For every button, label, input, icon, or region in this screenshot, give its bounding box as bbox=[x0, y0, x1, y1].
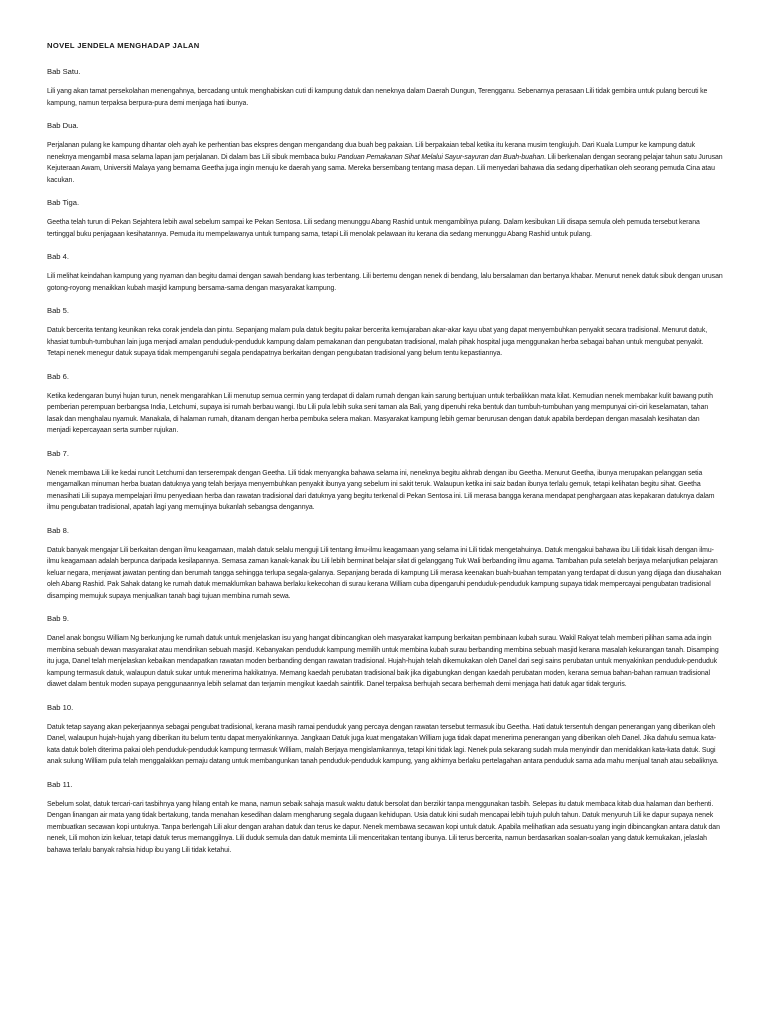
chapter-paragraph: Datuk tetap sayang akan pekerjaannya sebagai pengubat tradisional, kerana masih ramai penduduk yang percaya dengan rawatan tersebut termasuk ibu Geetha. Hati datuk tersentuh dengan penerangan yang diberikan oleh Danel, walaupun hujah-hujah yang diberikan itu belum tentu dapat menyakinkannya. Jangkaan Datuk juga kuat mengatakan William juga tidak dapat menerima penerangan yang diberikan oleh Danel. Jika dahulu semua kata-kata datuk boleh diterima pakai oleh penduduk-penduduk kampung termasuk William, malah Berjaya mengislamkannya, tetapi kini tidak lagi. Nenek pula sekarang sudah mula menyindir dan menidakkan kata-kata datuk. Sugi anak sulung William pula telah menggalakkan pemaju datang untuk membangunkan tanah penduduk-penduduk kampung, yang akhirnya berlaku pertelagahan antara penduduk sama ada mahu menjual tanah atau sebaliknya. bbox=[47, 723, 719, 765]
chapter-1 bbox=[47, 67, 723, 109]
chapter-10 bbox=[47, 703, 723, 768]
chapter-8 bbox=[47, 526, 723, 603]
chapter-6 bbox=[47, 372, 723, 437]
chapter-heading: Bab 7. bbox=[47, 448, 69, 458]
paragraph-text-after: . Lili berkenalan dengan seorang pelajar tahun satu Jurusan Kejuteraan Awam, Universiti Malaya yang bernama Geetha juga ingin menuju ke daerah yang sama. Mereka bersembang tentang masa depan. Lili menyedari bahawa dia sedang diperhatikan oleh seorang pemuda Cina atau kacukan. bbox=[47, 153, 723, 184]
chapter-7 bbox=[47, 449, 723, 514]
chapter-heading: Bab Satu. bbox=[47, 67, 81, 76]
chapter-heading: Bab 6. bbox=[47, 371, 69, 381]
chapter-5 bbox=[47, 306, 723, 360]
chapter-heading: Bab Tiga. bbox=[47, 198, 80, 207]
chapter-2 bbox=[47, 121, 723, 186]
chapter-paragraph: Ketika kedengaran bunyi hujan turun, nenek mengarahkan Lili menutup semua cermin yang terdapat di dalam rumah dengan kain sarung bertujuan untuk terbalikkan mata kilat. Kemudian nenek membakar kulit bawang putih pemberian perempuan berbangsa India, Letchumi, supaya isi rumah berbau wangi. Ibu Lili pula lebih suka seni taman ala Bali, yang dipenuhi reka bentuk dan tumbuh-tumbuhan yang mempunyai ciri-ciri keselamatan, tahan lasak dan menghalau nyamuk. Manakala, di halaman rumah, ditanam dengan herba pembuka selera makan. Masyarakat kampung lebih gemar berurusan dengan datuk apabila berdepan dengan masalah kesihatan dan menjadi kepercayaan serta sumber rujukan. bbox=[47, 392, 713, 434]
chapter-paragraph: Datuk bercerita tentang keunikan reka corak jendela dan pintu. Sepanjang malam pula datuk begitu pakar bercerita kemujaraban akar-akar kayu ubat yang dapat menyembuhkan penyakit secara tradisional. Menurut datuk, khasiat tumbuh-tumbuhan lain juga menjadi amalan penduduk-penduduk kampung dalam pemakanan dan pengubatan tradisional, malah pihak hospital juga menggunakan herba sebagai bahan untuk mengubat penyakit. Tetapi nenek menegur datuk supaya tidak mempengaruhi segala pendapatnya berkaitan dengan pengubatan tradisional yang belum tentu kepastiannya. bbox=[47, 327, 708, 357]
chapter-paragraph: Sebelum solat, datuk tercari-cari tasbihnya yang hilang entah ke mana, namun sebaik sahaja masuk waktu datuk bersolat dan berzikir tanpa menggunakan tasbih. Selepas itu datuk membaca kitab dua halaman dan berhenti. Dengan linangan air mata yang tidak bertakung, tanda menahan kesedihan dalam mengharung segala dugaan kehidupan. Usia datuk kini sudah mencapai lebih tujuh puluh tahun. Datuk menyuruh Lili ke dapur supaya nenek membuatkan secawan kopi untuknya. Tanpa berlengah Lili akur dengan arahan datuk dan terus ke dapur. Nenek membawa secawan kopi untuk datuk. Apabila melihatkan ada sesuatu yang ingin dibincangkan antara datuk dan nenek, Lili mohon izin keluar, tetapi datuk terus memanggilnya. Lili duduk semula dan datuk meminta Lili menceritakan tentang ibunya. Lili terus bercerita, namun berdasarkan soalan-soalan yang datuk kemukakan, jelaslah bahawa terlalu banyak rahsia hidup ibu yang Lili tidak ketahui. bbox=[47, 800, 720, 854]
chapter-paragraph: Lili yang akan tamat persekolahan menengahnya, bercadang untuk menghabiskan cuti di kampung datuk dan neneknya dalam Daerah Dungun, Terengganu. Sebenarnya perasaan Lili tidak gembira untuk pulang bercuti ke kampung, namun terpaksa berpura-pura demi menjaga hati ibunya. bbox=[47, 88, 708, 107]
chapter-heading: Bab 11. bbox=[47, 779, 73, 789]
chapter-paragraph: Nenek membawa Lili ke kedai runcit Letchumi dan terserempak dengan Geetha. Lili tidak menyangka bahawa selama ini, neneknya begitu akhrab dengan ibu Geetha. Menurut Geetha, ibunya merupakan pelanggan setia mengamalkan minuman herba buatan datuknya yang telah berjaya menyembuhkan penyakit ibunya yang sebelum ini sakit teruk. Walaupun ketika ini saiz badan ibunya terlalu gemuk, tetapi kelihatan begitu sihat. Geetha menasihati Lili supaya mempelajari ilmu penyediaan herba dan rawatan tradisional dari datuknya yang begitu terkenal di Pekan Sentosa ini. Lili merasa bangga kerana mendapat penghargaan atas kepakaran datuknya dalam ilmu pengubatan tradisional, apatah lagi yang memujinya bukanlah sebangsa dengannya. bbox=[47, 469, 715, 511]
book-title: Panduan Pemakanan Sihat Melalui Sayur-sayuran dan Buah-buahan bbox=[337, 153, 545, 161]
chapter-paragraph: Geetha telah turun di Pekan Sejahtera lebih awal sebelum sampai ke Pekan Sentosa. Lili sedang menunggu Abang Rashid untuk mengambilnya pulang. Dalam kesibukan Lili disapa semula oleh pemuda tersebut kerana tertinggal buku penjagaan kesihatannya. Pemuda itu mempelawanya untuk tumpang sama, tetapi Lili menolak pelawaan itu kerana dia sedang menunggu Abang Rashid untuk pulang. bbox=[47, 219, 700, 238]
chapter-paragraph bbox=[47, 140, 723, 186]
chapter-paragraph: Datuk banyak mengajar Lili berkaitan dengan ilmu keagamaan, malah datuk selalu menguji Lili tentang ilmu-ilmu keagamaan yang selama ini Lili tidak mengetahuinya. Datuk mengakui bahawa ibu Lili tidak kisah dengan ilmu-ilmu keagamaan adalah berpunca daripada kesilapannya. Semasa zaman kanak-kanak ibu Lili lebih berminat belajar silat di gelanggang Tuk Wali berbanding ilmu agama. Tambahan pula setelah berjaya melanjutkan pelajaran keluar negara, menjawat jawatan penting dan berumah tangga sehingga terlupa segala-galanya. Sepanjang berada di kampung Lili merasa keenakan buah-buahan tempatan yang terdapat di dusun yang dijaga dan diusahakan oleh Abang Rashid. Pak Sahak datang ke rumah datuk memaklumkan bahawa berlaku kekecohan di surau kerana William cuba dipengaruhi penduduk-penduduk kampung supaya tidak mempercayai pengubatan tradisional disamping memujuk supaya menjualkan tanah bagi tujuan membina rumah sewa. bbox=[47, 546, 722, 600]
chapter-heading: Bab 5. bbox=[47, 306, 69, 315]
chapter-4 bbox=[47, 252, 723, 294]
chapter-heading: Bab Dua. bbox=[47, 121, 79, 130]
chapter-11 bbox=[47, 780, 723, 857]
chapter-paragraph: Lili melihat keindahan kampung yang nyaman dan begitu damai dengan sawah bendang luas terbentang. Lili bertemu dengan nenek di bendang, lalu bersalaman dan bertanya khabar. Menurut nenek datuk sibuk dengan urusan gotong-royong menaikkan kubah masjid kampung bersama-sama dengan masyarakat kampung. bbox=[47, 273, 723, 292]
document-title: NOVEL JENDELA MENGHADAP JALAN bbox=[47, 41, 200, 50]
chapter-paragraph: Danel anak bongsu William Ng berkunjung ke rumah datuk untuk menjelaskan isu yang hangat dibincangkan oleh masyarakat kampung berkaitan pembinaan kubah surau. Wakil Rakyat telah memberi pilihan sama ada ingin membina sebuah dewan masyarakat atau mendirikan sebuah masjid. Kebanyakan penduduk kampung memilih untuk membina kubah surau berbanding membina sebuah masjid kerana masalah kekurangan tanah. Disamping itu juga, Danel telah menjelaskan kebaikan mendapatkan rawatan moden berbanding dengan rawatan tradisional. Hujah-hujah telah dikemukakan oleh Danel dari segi sains perubatan untuk menyakinkan penduduk-penduduk kampung termasuk datuk, walaupun datuk sukar untuk menerima hakikatnya. Memang kaedah perubatan tradisional baik jika digabungkan dengan kaedah perubatan moden, kerana semua bahan-bahan ramuan tradisional diawet dalam bentuk moden supaya penggunaannya lebih selamat dan terjamin mengikut kaedah saintifik. Danel terpaksa berhujah secara berhemah demi menjaga hati datuk agar tidak terguris. bbox=[47, 635, 719, 688]
paragraph-text-before: Perjalanan pulang ke kampung dihantar oleh ayah ke perhentian bas ekspres dengan mengandang dua buah beg pakaian. Lili berpakaian tebal ketika itu kerana musim tengkujuh. Dari Kuala Lumpur ke kampung datuk neneknya mengambil masa selama lapan jam perjalanan. Di dalam bas Lili sibuk membaca buku bbox=[47, 142, 695, 161]
chapter-9 bbox=[47, 614, 723, 691]
chapter-3 bbox=[47, 198, 723, 240]
chapter-heading: Bab 4. bbox=[47, 252, 69, 261]
chapter-heading: Bab 9. bbox=[47, 614, 69, 623]
chapter-heading: Bab 8. bbox=[47, 525, 69, 535]
document-page bbox=[47, 40, 723, 868]
chapter-heading: Bab 10. bbox=[47, 702, 74, 712]
